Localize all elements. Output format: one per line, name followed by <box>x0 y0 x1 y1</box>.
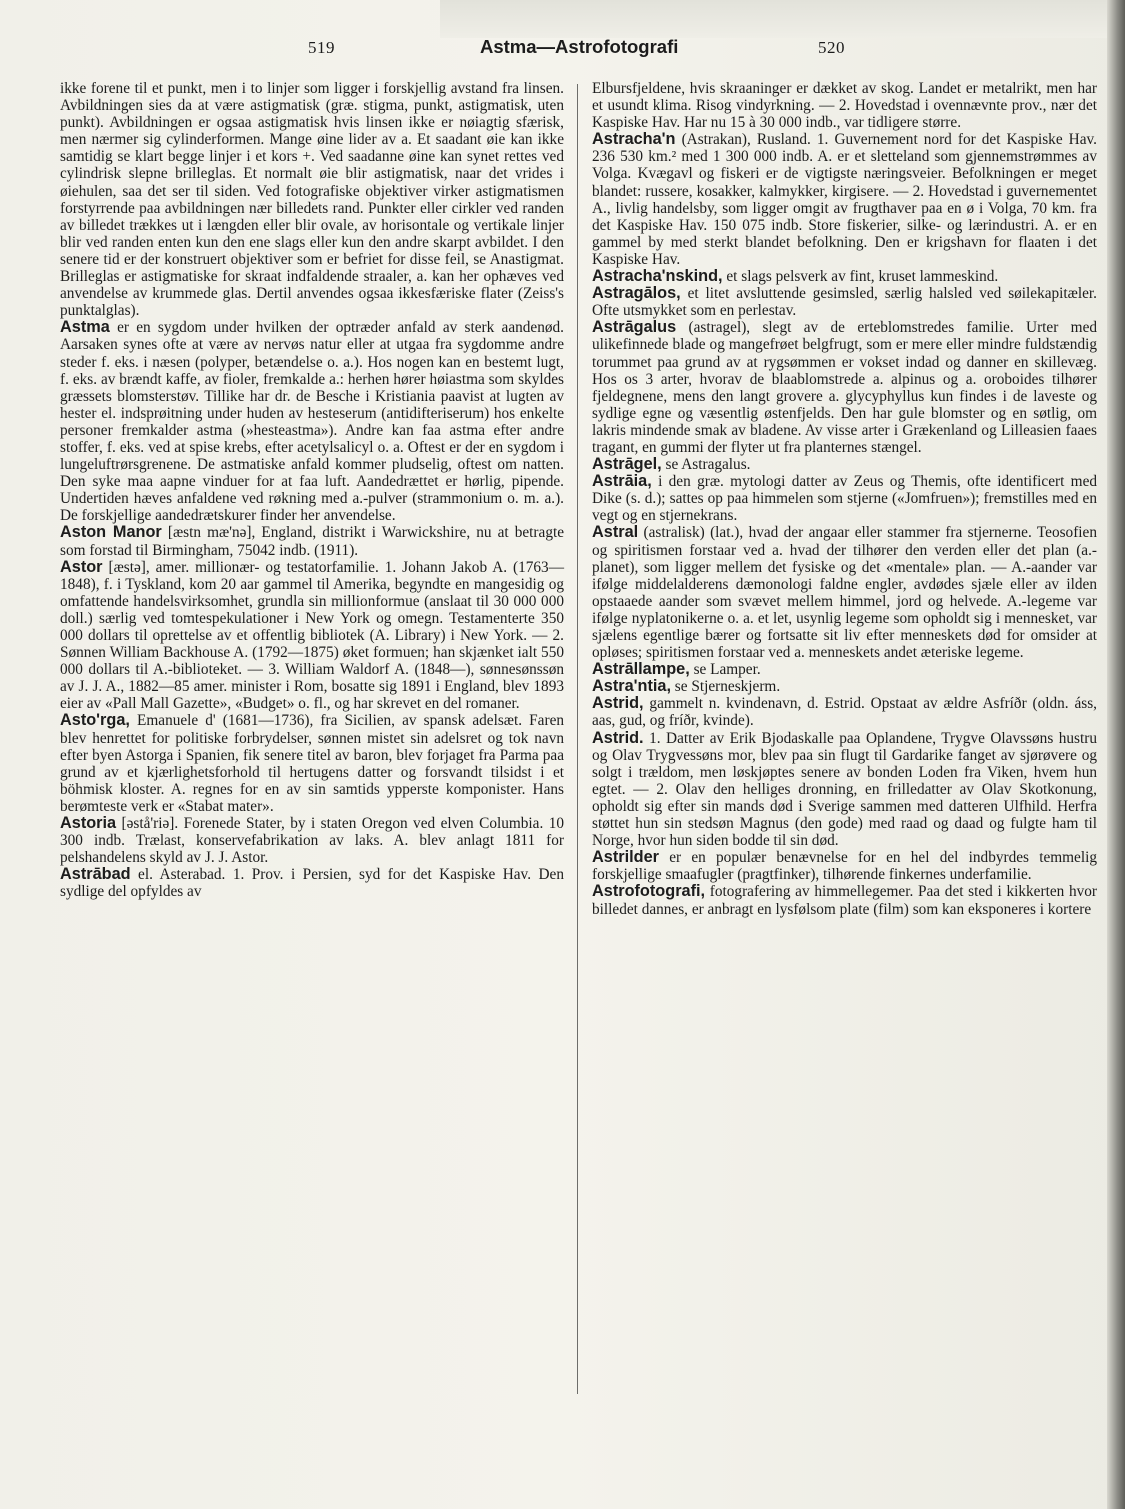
dictionary-entry <box>60 524 564 558</box>
dictionary-entry <box>592 730 1097 850</box>
dictionary-entry <box>592 678 1097 695</box>
dictionary-entry <box>592 268 1097 285</box>
entry-headword: Astoria <box>60 814 117 833</box>
dictionary-entry <box>60 712 564 815</box>
entry-text: [əstå'riə]. Forenede Stater, by i staten Oregon ved elven Columbia. 10 300 indb. Trælast, konservefabrikation av laks. A. blev anlagt 1811 for pelshandelens skyld av J. J. Astor. <box>60 815 564 867</box>
dictionary-entry <box>592 131 1097 268</box>
dictionary-entry <box>592 456 1097 473</box>
left-column <box>60 80 564 901</box>
dictionary-entry <box>592 849 1097 883</box>
entry-text: et slags pelsverk av fint, kruset lammeskind. <box>726 268 999 286</box>
entry-headword: Astrofotografi, <box>592 882 706 901</box>
entry-text: (Astrakan), Rusland. 1. Guvernement nord for det Kaspiske Hav. 236 530 km.² med 1 300 000 indb. A. er et sletteland som gjennemstrømmes av Volga. Kvægavl og fiskeri er de vigtigste næringsveier. Befolkningen er meget blandet: russere, kosakker, kalmykker, kirgisere. — 2. Hovedstad i guvernementet A., livlig handelsby, som ligger omgit av frugthaver paa en ø i Volga, 70 km. fra det Kaspiske Hav. 150 075 indb. Store fiskerier, silke- og lærindustri. A. er en gammel by med sterkt blandet befolkning. Den er krigshavn for flaaten i det Kaspiske Hav. <box>592 131 1097 268</box>
entry-headword: Astrāgalus <box>592 318 677 337</box>
book-spine-edge <box>1107 0 1125 1509</box>
entry-text: ikke forene til et punkt, men i to linjer som ligger i forskjellig avstand fra linsen. Avbildningen sies da at være astigmatisk (græ. stigma, punkt, astigmatisk, uten punkt). Avbildningen er ogsaa astigmatisk hvis linsen ikke er nøiagtig sfærisk, men nærmer sig cylinderformen. Mange øine lider av a. Et saadant øie kan ikke samtidig se klart begge linjer i et kors +. Ved saadanne øine kan synet rettes ved cylindrisk slepne brilleglas. Et normalt øie blir astigmatisk, naar det vrides i øiehulen, saa det ser til siden. Ved fotografiske objektiver virker astigmatismen forstyrrende paa avbildningen nær billedets rand. Punkter eller cirkler ved randen av billedet trækkes ut i længden eller blir ovale, av horisontale og vertikale linjer blir ved randen enten kun den ene slags eller kun den andre skarpt avbildet. I den senere tid er der konstruert objektiver som er befriet for disse feil, se Anastigmat. Brilleglas er astigmatiske for skraat indfaldende straaler, a. kan her ophæves ved anvendelse av krummede glas. Dertil anvendes ogsaa ikkesfæriske flater (Zeiss's punktalglas). <box>60 80 564 320</box>
entry-text: se Astragalus. <box>665 456 751 474</box>
dictionary-entry <box>592 80 1097 131</box>
dictionary-entry <box>592 695 1097 729</box>
entry-text: gammelt n. kvindenavn, d. Estrid. Opstaat av ældre Asfríðr (oldn. áss, aas, gud, og fríðr, kvinde). <box>592 695 1097 730</box>
entry-headword: Astma <box>60 318 110 337</box>
entry-text: i den græ. mytologi datter av Zeus og Themis, ofte identificert med Dike (s. d.); sattes op paa himmelen som stjerne («Jomfruen»); fremstilles med en vegt og en stjernekrans. <box>592 473 1098 525</box>
entry-text: (astragel), slegt av de erteblomstredes familie. Urter med ulikefinnede blade og mangefrøet belgfrugt, som er mere eller mindre fuldstændig torummet paa grund av at rygsømmen er vokset indad og danner en skillevæg. Hos os 3 arter, hvorav de blaablomstrede a. alpinus og a. oroboides tilhører fjeldegnene, mens den langt grovere a. glycyphyllus kun findes i de laveste og sydlige egne og væsentlig østenfjelds. Den har gule blomster og en søtlig, om lakris mindende smak av bladene. Av visse arter i Grækenland og Lilleasien faaes tragant, en gummi der flyter ut fra planternes stængel. <box>592 319 1098 456</box>
entry-headword: Astracha'nskind, <box>592 267 723 286</box>
entry-text: Emanuele d' (1681—1736), fra Sicilien, av spansk adelsæt. Faren blev henrettet for politiske forbrydelser, sønnen mistet sin adelsret og tok navn efter byen Astorga i Spanien, fik senere titel av baron, blev forjaget fra Parma paa grund av et kjærlighetsforhold til hertugens datter og forsvandt tilsidst i et böhmisk kloster. A. regnes for en av sin samtids ypperste komponister. Hans berømteste verk er «Stabat mater». <box>60 712 565 815</box>
scan-edge-shadow <box>440 0 1125 38</box>
running-title: Astma—Astrofotografi <box>480 36 679 57</box>
entry-text: fotografering av himmellegemer. Paa det sted i kikkerten hvor billedet dannes, er anbragt en lysfølsom plate (film) som kan eksponeres i kortere <box>592 883 1097 918</box>
entry-text: [æstə], amer. millionær- og testatorfamilie. 1. Johann Jakob A. (1763—1848), f. i Tyskland, kom 20 aar gammel til Amerika, begyndte en mangesidig og omfattende handelsvirksomhet, grundla sin millionformue (anslaat til 30 000 000 doll.) særlig ved tomtespekulationer i New York og omegn. Testamenterte 350 000 dollars til oprettelse av et offentlig bibliotek (A. Library) i New York. — 2. Sønnen William Backhouse A. (1792—1875) øket formuen; han skjænket ialt 550 000 dollars til A.-biblioteket. — 3. William Waldorf A. (1848—), sønnesønssøn av J. J. A., 1882—85 amer. minister i Rom, bosatte sig 1891 i England, blev 1893 eier av «Pall Mall Gazette», «Budget» o. fl., og har skrevet en del romaner. <box>60 558 564 713</box>
dictionary-entry <box>592 661 1097 678</box>
entry-headword: Astrid. <box>592 728 644 747</box>
dictionary-entry <box>60 815 564 866</box>
dictionary-entry <box>592 524 1097 661</box>
entry-text: se Stjerneskjerm. <box>674 678 781 696</box>
entry-text: (astralisk) (lat.), hvad der angaar eller stammer fra stjernerne. Teosofien og spiritismen forstaar ved a. hvad der tilhører den verden eller det plan (a.-planet), som ligger mellem det fysiske og det «mentale» plan. — A.-aander var ifølge middelalderens dæmonologi faldne engler, avdødes sjæle eller av ilden opstaaede aander som svævet mellem himmel, jord og helvede. A.-legeme var ifølge nyplatonikerne o. a. et let, usynlig legeme som opholdt sig i mennesket, var sjælens egentlige bærer og fortsatte sit liv efter menneskets død for omsider at opløses; spiritismen forstaar ved a. menneskets andet æteriske legeme. <box>592 524 1097 662</box>
entry-headword: Astor <box>60 557 103 576</box>
entry-text: [æstn mæ'nə], England, distrikt i Warwickshire, nu at betragte som forstad til Birmingham, 75042 indb. (1911). <box>60 524 565 559</box>
entry-text: et litet avsluttende gesimsled, særlig halsled ved søilekapitæler. Ofte utsmykket som en perlestav. <box>592 285 1098 320</box>
left-page-number: 519 <box>308 38 335 57</box>
entry-headword: Aston Manor <box>60 523 162 542</box>
entry-headword: Astracha'n <box>592 130 676 149</box>
dictionary-entry <box>592 319 1097 456</box>
entry-headword: Astrid, <box>592 694 644 713</box>
entry-text: er en populær benævnelse for en hel del indbyrdes temmelig forskjellige smaafugler (pragtfinker), tilhørende finkernes underfamilie. <box>592 849 1097 884</box>
dictionary-entry <box>592 473 1097 524</box>
page-header <box>60 36 1090 64</box>
entry-headword: Astra'ntia, <box>592 677 671 696</box>
dictionary-entry <box>592 285 1097 319</box>
entry-headword: Astragālos, <box>592 284 681 303</box>
entry-text: Elbursfjeldene, hvis skraaninger er dækket av skog. Landet er metalrikt, men har et usundt klima. Risog vindyrkning. — 2. Hovedstad i ovennævnte prov., nær det Kaspiske Hav. Har nu 15 à 30 000 indb., var tidligere større. <box>592 80 1097 132</box>
right-column <box>592 80 1097 918</box>
entry-headword: Astrābad <box>60 865 131 884</box>
entry-headword: Astral <box>592 523 639 542</box>
entry-text: er en sygdom under hvilken der optræder anfald av sterk aandenød. Aarsaken synes ofte at være av nervøs natur eller at utgaa fra sygdomme andre steder f. eks. i næsen (polyper, betændelse o. a.). Hos nogen kan en bestemt lugt, f. eks. av brændt kaffe, av fioler, fremkalde a.: herhen hører høiastma som skyldes græssets blomsterstøv. Tillike har dr. de Besche i Kristiania paavist at lugten av hester el. indsprøitning under huden av hesteserum (antidifteriserum) hos enkelte personer fremkalder astma (»hesteastma»). Andre kan faa astma efter andre stoffer, f. eks. ved at spise krebs, efter acetylsalicyl o. a. Oftest er der en sygdom i lungeluftrørsgrenene. De astmatiske anfald kommer pludselig, oftest om natten. Den syke maa aapne vinduer for at faa luft. Aandedrættet er hørlig, pipende. Undertiden hæves anfaldene ved røkning med a.-pulver (strammonium o. m. a.). De forskjellige aandedrætskurer finder her anvendelse. <box>60 319 564 525</box>
entry-text: 1. Datter av Erik Bjodaskalle paa Oplandene, Trygve Olavssøns hustru og Olav Trygvessøns mor, blev paa sin flugt til Gardarike fanget av sjørøvere og solgt i trældom, men løskjøptes senere av bonden Loden fra Viken, hvem hun egtet. — 2. Olav den helliges dronning, en frilledatter av Olav Skotkonung, opholdt sig efter sin mands død i Sverige sammen med datteren Ulfhild. Herfra støttet hun sin stedsøn Magnus (den gode) med raad og daad og fulgte ham til Norge, hvor hun siden bodde til sin død. <box>592 729 1098 850</box>
entry-headword: Astrilder <box>592 848 659 867</box>
right-page-number: 520 <box>818 38 845 57</box>
column-divider <box>577 84 578 1394</box>
dictionary-entry <box>60 866 564 900</box>
dictionary-entry <box>60 559 564 713</box>
dictionary-entry <box>592 883 1097 917</box>
entry-headword: Astrāia, <box>592 472 652 491</box>
dictionary-entry <box>60 319 564 524</box>
entry-headword: Asto'rga, <box>60 711 130 730</box>
entry-text: se Lamper. <box>693 661 761 679</box>
dictionary-entry <box>60 80 564 319</box>
entry-headword: Astrāgel, <box>592 455 662 474</box>
entry-headword: Astrāllampe, <box>592 660 690 679</box>
entry-text: el. Asterabad. 1. Prov. i Persien, syd for det Kaspiske Hav. Den sydlige del opfyldes av <box>60 866 564 901</box>
